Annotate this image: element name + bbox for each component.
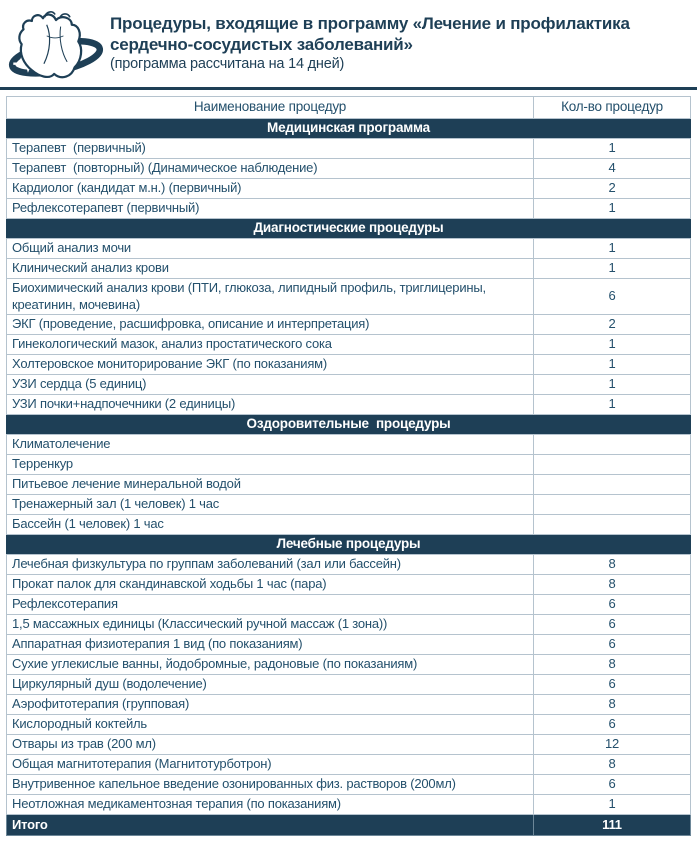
procedure-count: 1	[534, 795, 691, 815]
procedure-count: 1	[534, 375, 691, 395]
table-row	[7, 735, 691, 755]
procedure-name: Биохимический анализ крови (ПТИ, глюкоза, липидный профиль, триглицерины, креатинин, мочевина)	[7, 279, 534, 315]
procedure-count	[534, 455, 691, 475]
table-row	[7, 795, 691, 815]
procedure-name: УЗИ почки+надпочечники (2 единицы)	[7, 395, 534, 415]
column-header-count: Кол-во процедур	[534, 97, 691, 119]
procedure-count	[534, 475, 691, 495]
page-title-line2: сердечно-сосудистых заболеваний»	[110, 34, 413, 54]
section-title: Оздоровительные процедуры	[7, 415, 691, 435]
table-row	[7, 655, 691, 675]
procedure-count	[534, 495, 691, 515]
table-row	[7, 555, 691, 575]
procedure-name: Внутривенное капельное введение озонированных физ. растворов (200мл)	[7, 775, 534, 795]
total-value: 111	[534, 815, 691, 836]
page-title-line1: Процедуры, входящие в программу «Лечение и профилактика	[110, 14, 630, 33]
procedure-name: Бассейн (1 человек) 1 час	[7, 515, 534, 535]
procedure-count: 6	[534, 279, 691, 315]
table-row	[7, 515, 691, 535]
procedure-name: Рефлексотерапевт (первичный)	[7, 199, 534, 219]
procedure-name: Общий анализ мочи	[7, 239, 534, 259]
table-row	[7, 199, 691, 219]
page-title	[110, 14, 630, 55]
table-row	[7, 179, 691, 199]
procedure-count: 6	[534, 635, 691, 655]
column-header-name: Наименование процедур	[7, 97, 534, 119]
table-row	[7, 259, 691, 279]
table-row	[7, 375, 691, 395]
procedure-name: 1,5 массажных единицы (Классический ручной массаж (1 зона))	[7, 615, 534, 635]
procedure-count: 12	[534, 735, 691, 755]
procedure-name: Терапевт (повторный) (Динамическое наблюдение)	[7, 159, 534, 179]
table-row	[7, 455, 691, 475]
procedure-name: Циркулярный душ (водолечение)	[7, 675, 534, 695]
section-title: Диагностические процедуры	[7, 219, 691, 239]
table-row	[7, 755, 691, 775]
procedure-name: Терренкур	[7, 455, 534, 475]
procedure-name: Сухие углекислые ванны, йодобромные, радоновые (по показаниям)	[7, 655, 534, 675]
header-titles	[106, 8, 630, 72]
procedure-name: Неотложная медикаментозная терапия (по показаниям)	[7, 795, 534, 815]
procedure-name: Отвары из трав (200 мл)	[7, 735, 534, 755]
section-title: Медицинская программа	[7, 119, 691, 139]
procedure-count: 4	[534, 159, 691, 179]
table-row	[7, 475, 691, 495]
column-header-row	[7, 97, 691, 119]
procedure-count: 6	[534, 595, 691, 615]
table-row	[7, 435, 691, 455]
procedure-name: Тренажерный зал (1 человек) 1 час	[7, 495, 534, 515]
table-row	[7, 279, 691, 315]
procedure-name: Клинический анализ крови	[7, 259, 534, 279]
procedure-count: 2	[534, 179, 691, 199]
table-row	[7, 395, 691, 415]
procedure-count: 6	[534, 715, 691, 735]
procedure-count: 6	[534, 775, 691, 795]
table-row	[7, 695, 691, 715]
procedure-name: Холтеровское мониторирование ЭКГ (по показаниям)	[7, 355, 534, 375]
table-row	[7, 675, 691, 695]
section-header-row	[7, 535, 691, 555]
procedure-name: Аэрофитотерапия (групповая)	[7, 695, 534, 715]
procedure-name: Кислородный коктейль	[7, 715, 534, 735]
table-row	[7, 495, 691, 515]
table-row	[7, 139, 691, 159]
procedure-count: 2	[534, 315, 691, 335]
table-row	[7, 615, 691, 635]
procedure-count: 1	[534, 259, 691, 279]
section-header-row	[7, 415, 691, 435]
table-row	[7, 715, 691, 735]
procedure-name: Рефлексотерапия	[7, 595, 534, 615]
table-row	[7, 775, 691, 795]
total-label: Итого	[7, 815, 534, 836]
document-header	[0, 0, 697, 86]
procedure-name: Терапевт (первичный)	[7, 139, 534, 159]
procedure-name: ЭКГ (проведение, расшифровка, описание и интерпретация)	[7, 315, 534, 335]
procedure-count: 8	[534, 555, 691, 575]
procedure-count: 6	[534, 675, 691, 695]
procedure-name: Прокат палок для скандинавской ходьбы 1 час (пара)	[7, 575, 534, 595]
table-row	[7, 159, 691, 179]
procedure-count: 1	[534, 139, 691, 159]
procedure-count: 1	[534, 355, 691, 375]
procedure-name: Питьевое лечение минеральной водой	[7, 475, 534, 495]
procedure-count: 1	[534, 335, 691, 355]
table-row	[7, 315, 691, 335]
page-subtitle: (программа рассчитана на 14 дней)	[110, 56, 345, 73]
section-header-row	[7, 219, 691, 239]
procedures-table	[6, 96, 691, 836]
procedure-name: Аппаратная физиотерапия 1 вид (по показаниям)	[7, 635, 534, 655]
procedure-count: 6	[534, 615, 691, 635]
procedure-name: УЗИ сердца (5 единиц)	[7, 375, 534, 395]
procedure-count: 1	[534, 395, 691, 415]
table-row	[7, 335, 691, 355]
table-head	[7, 97, 691, 119]
table-row	[7, 575, 691, 595]
procedure-name: Климатолечение	[7, 435, 534, 455]
table-row	[7, 595, 691, 615]
procedure-count	[534, 435, 691, 455]
procedure-count: 1	[534, 199, 691, 219]
table-row	[7, 355, 691, 375]
procedure-name: Кардиолог (кандидат м.н.) (первичный)	[7, 179, 534, 199]
total-row	[7, 815, 691, 836]
section-header-row	[7, 119, 691, 139]
procedure-count	[534, 515, 691, 535]
procedure-name: Лечебная физкультура по группам заболеваний (зал или бассейн)	[7, 555, 534, 575]
procedure-count: 8	[534, 695, 691, 715]
procedure-count: 1	[534, 239, 691, 259]
procedure-name: Общая магнитотерапия (Магнитотурботрон)	[7, 755, 534, 775]
procedure-name: Гинекологический мазок, анализ простатического сока	[7, 335, 534, 355]
procedure-count: 8	[534, 755, 691, 775]
heart-ecg-logo-icon	[6, 8, 106, 86]
table-body	[7, 119, 691, 836]
table-row	[7, 239, 691, 259]
procedure-count: 8	[534, 575, 691, 595]
section-title: Лечебные процедуры	[7, 535, 691, 555]
procedure-count: 8	[534, 655, 691, 675]
table-row	[7, 635, 691, 655]
header-divider	[0, 87, 697, 90]
